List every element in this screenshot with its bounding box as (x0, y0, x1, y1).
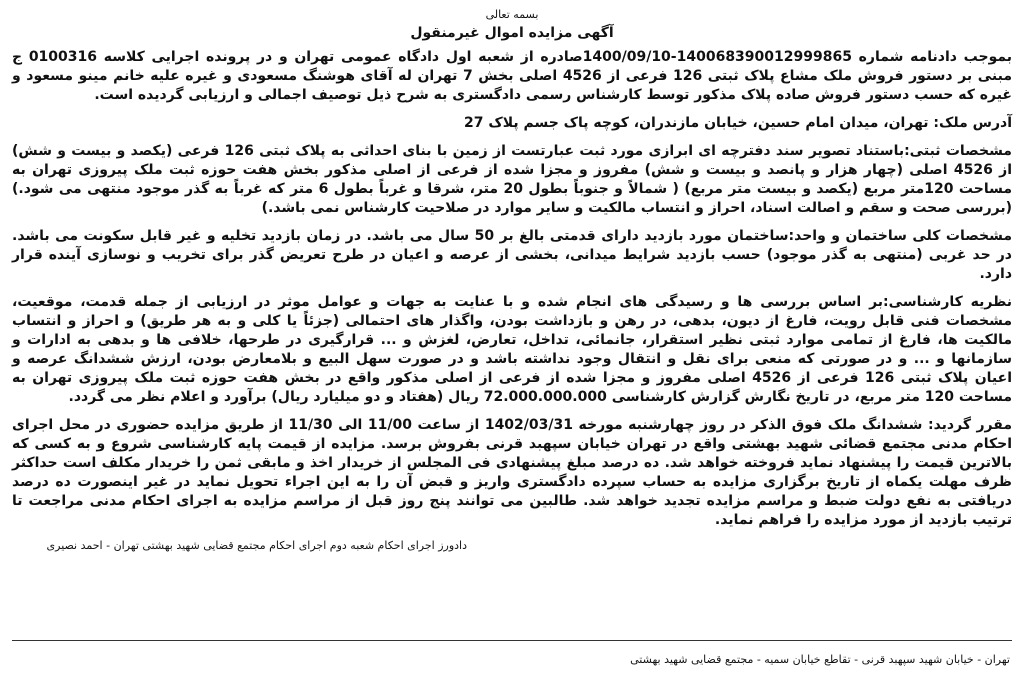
bismillah-heading: بسمه تعالی (485, 8, 539, 21)
registration-details-paragraph: مشخصات ثبتی:باستناد تصویر سند دفترچه ای ابرازی مورد ثبت عبارتست از زمین با بنای احداثی به پلاک ثبتی 126 فرعی (یکصد و بیست و شش) از 4526 اصلی (چهار هزار و پانصد و بیست و شش) مفروز و مجزا شده از فرعی از اصلی مذکور بخش هفت حوزه ثبت ملک پیروزی تهران به مساحت 120متر مربع (یکصد و بیست متر مربع) ( شمالاً و جنوباً بطول 20 متر، شرقا و غرباً بطول 6 متر که غرباً به گذر موجود منتهی می شود.)(بررسی صحت و سقم و اصالت اسناد، احراز و انتساب مالکیت و سایر موارد در صلاحیت کارشناس نمی باشد.) (12, 143, 1013, 216)
property-address-paragraph: آدرس ملک: تهران، میدان امام حسین، خیابان مازندران، کوچه پاک جسم پلاک 27 (464, 115, 1012, 131)
footer-divider (12, 640, 1012, 641)
signature-line: دادورز اجرای احکام شعبه دوم اجرای احکام مجتمع قضایی شهید بهشتی تهران - احمد نصیری (46, 539, 467, 552)
intro-paragraph: بموجب دادنامه شماره 140068390012999865-1400/09/10صادره از شعبه اول دادگاه عمومی تهران و در پرونده اجرایی کلاسه 0100316 ج مبنی بر دستور فروش ملک مشاع پلاک ثبتی 126 فرعی از 4526 اصلی بخش 7 تهران له آقای هوشنگ مسعودی و غیره علیه خانم مینو مسعود و غیره که حسب دستور فروش صاده پلاک مذکور توسط کارشناس رسمی دادگستری به شرح ذیل توصیف اجمالی و ارزیابی گردیده است. (12, 49, 1012, 103)
auction-terms-paragraph: مقرر گردید: ششدانگ ملک فوق الذکر در روز چهارشنبه مورخه 1402/03/31 از ساعت 11/00 الی 11/30 از طریق مزایده حضوری در محل اجرای احکام مدنی مجتمع قضائی شهید بهشتی واقع در تهران خیابان سپهبد قرنی بفروش برسد. مزایده از قیمت پایه کارشناسی شروع و به کسی که بالاترین قیمت را پیشنهاد نماید فروخته خواهد شد. ده درصد مبلغ پیشنهادی فی المجلس از خریدار اخذ و مابقی ثمن را خریدار مکلف است حداکثر ظرف مهلت یکماه از تاریخ برگزاری مزایده به حساب سپرده دادگستری واریز و قبض آن را به این اجراء تحویل نماید در غیر اینصورت ده درصد دریافتی به نفع دولت ضبط و مراسم مزایده تجدید خواهد شد. طالبین می توانند پنج روز قبل از مراسم مزایده به اجرای احکام مدنی مراجعت تا ترتیب بازدید از مورد مزایده را فراهم نماید. (12, 417, 1013, 528)
notice-title: آگهی مزایده اموال غیرمنقول (410, 25, 614, 41)
footer-address: تهران - خیابان شهید سپهبد قرنی - تقاطع خیابان سمیه - مجتمع قضایی شهید بهشتی (630, 653, 1010, 666)
building-details-paragraph: مشخصات کلی ساختمان و واحد:ساختمان مورد بازدید دارای قدمتی بالغ بر 50 سال می باشد. در زمان بازدید تخلیه و غیر قابل سکونت می باشد. در حد غربی (منتهی به گذر موجود) حسب بازدید شرایط میدانی، بخشی از عرصه و اعیان در طرح تعریض گذر برای تخریب و نوسازی آینده قرار دارد. (12, 228, 1012, 282)
expert-opinion-paragraph: نظریه کارشناسی:بر اساس بررسی ها و رسیدگی های انجام شده و با عنایت به جهات و عوامل موثر در ارزیابی از جمله قدمت، موقعیت، مشخصات فنی قابل رویت، فارغ از دیون، بدهی، در رهن و بازداشت بودن، واگذار های احتمالی (جزئاً یا کلی و به هر طریق) و احراز و انتساب مالکیت ها، فارغ از تمامی موارد ثبتی نظیر استقرار، جانمائی، تداخل، تعارض، لغزش و ... قرارگیری در طرحها، خلافی ها و بدهی به ادارات و سازمانها و ... و در صورتی که منعی برای نقل و انتقال وجود نداشته باشد و در صورت سهل البیع و بلامعارض بودن، ارزش ششدانگ عرصه و اعیان پلاک ثبتی 126 فرعی از 4526 اصلی مفروز و مجزا شده از فرعی از اصلی مذکور واقع در بخش هفت حوزه ثبت ملک پیروزی تهران به مساحت 120 متر مربع، در تاریخ نگارش گزارش کارشناسی 72.000.000.000 ریال (هفتاد و دو میلیارد ریال) برآورد و اعلام نظر می گردد. (12, 294, 1012, 405)
